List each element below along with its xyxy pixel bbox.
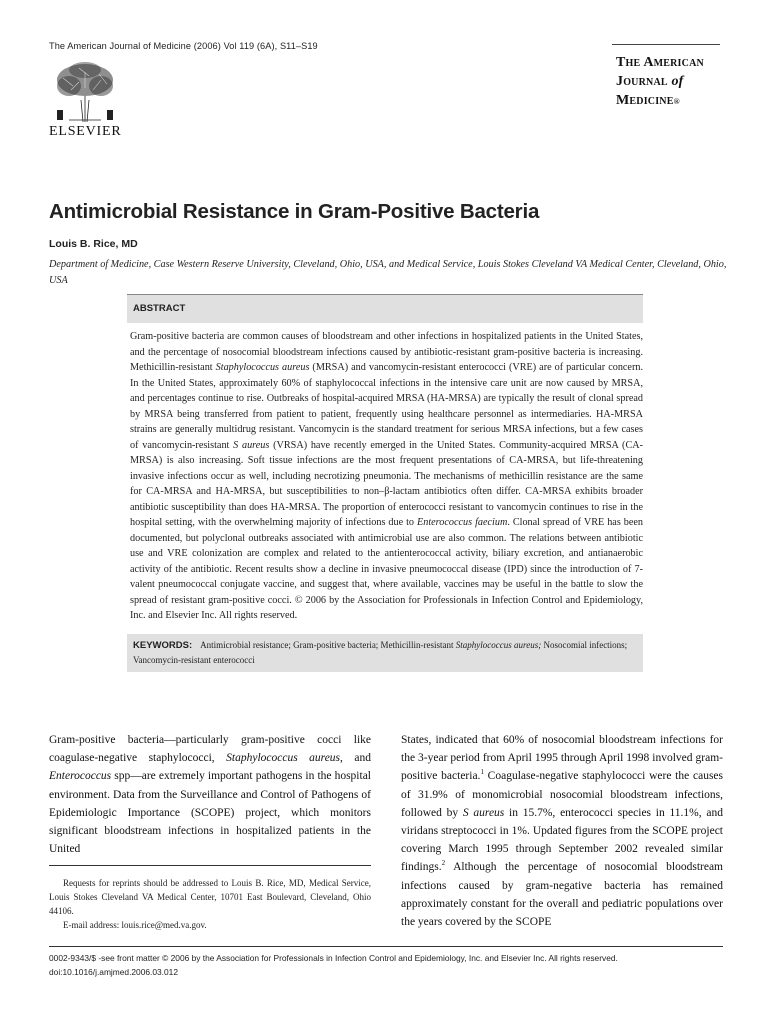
copyright-line: 0002-9343/$ -see front matter © 2006 by the Association for Professionals in Infection Control and Epidemiology, Inc. and Elsevier Inc. All rights reserved.: [49, 953, 618, 963]
footer-divider: [49, 946, 723, 947]
abstract-box: [127, 294, 643, 672]
article-author: Louis B. Rice, MD: [49, 238, 138, 250]
email-address[interactable]: E-mail address: louis.rice@med.va.gov.: [63, 920, 207, 930]
reference-2[interactable]: 2: [441, 859, 446, 868]
journal-logo-line3: Medicine: [616, 93, 674, 108]
reprint-request: Requests for reprints should be addressed to Louis B. Rice, MD, Medical Service, Louis Stokes Cleveland VA Medical Center, 10701 East Boulevard, Cleveland, Ohio 44106.: [49, 878, 371, 916]
doi-link[interactable]: doi:10.1016/j.amjmed.2006.03.012: [49, 966, 178, 977]
abstract-text: Gram-positive bacteria are common causes of bloodstream and other infections in hospitalized patients in the United States, and the percentage of nosocomial bloodstream infections caused by antibiotic-resistant gram-positive bacteria is increasing. Methicillin-resistant Staphylococcus aureus (MRSA) and vancomycin-resistant enterococci (VRE) are of particular concern. In the United States, approximately 60% of staphylococcal infections in the intensive care unit are now caused by MRSA, and percentages continue to rise. Outbreaks of hospital-acquired MRSA (HA-MRSA) are typically the result of clonal spread by MRSA being transferred from patient to patient, frequently using healthcare personnel as intermediaries. HA-MRSA strains are generally multidrug resistant. Vancomycin is the standard treatment for serious MRSA infections, but a few cases of vancomycin-resistant S aureus (VRSA) have recently emerged in the United States. Community-acquired MRSA (CA-MRSA) is also increasing. Soft tissue infections are the most frequent presentations of CA-MRSA, but life-threatening invasive infections occur as well, including necrotizing pneumonia. The mechanisms of methicillin resistance are the same for CA-MRSA and HA-MRSA, but susceptibilities to non–β-lactam antibiotics often differ. CA-MRSA exhibits broader antibiotic susceptibility than does HA-MRSA. The proportion of enterococci resistant to vancomycin continues to rise in the hospital setting, with the overwhelming majority of infections due to Enterococcus faecium. Clonal spread of VRE has been documented, but polyclonal outbreaks associated with antimicrobial use are also common. The relations between antibiotic use and VRE colonization are complex and related to the antienterococcal activity, biliary excretion, and antianaerobic activity of the antibiotic. Recent results show a decline in invasive pneumococcal disease (IPD) since the introduction of 7-valent pneumococcal conjugate vaccine, and suggest that, where available, vaccines may be useful in the battle to slow the spread of resistant gram-positive cocci. © 2006 by the Association for Professionals in Infection Control and Epidemiology, Inc. and Elsevier Inc. All rights reserved.: [130, 331, 643, 621]
publisher-logo-text: ELSEVIER: [49, 124, 122, 139]
author-affiliation: Department of Medicine, Case Western Reserve University, Cleveland, Ohio, USA, and Medical Service, Louis Stokes Cleveland VA Medical Center, Cleveland, Ohio, USA: [49, 259, 727, 286]
journal-citation: The American Journal of Medicine (2006) Vol 119 (6A), S11–S19: [49, 41, 318, 51]
body-column-right: States, indicated that 60% of nosocomial bloodstream infections for the 3-year period from April 1995 through April 1998 involved gram-positive bacteria.$^1$ Coagulase-negative staphylococci were the causes of 31.9% of monomicrobial nosocomial bloodstream infections, followed by S aureus in 15.7%, enterococci species in 11.1%, and viridans streptococci in 1%. Updated figures from the SCOPE project covering March 1995 through September 2002 revealed similar findings.$^2$ Although the percentage of nosocomial bloodstream infections caused by gram-negative bacteria has remained approximately constant for the overall and pediatric populations over the years covered by the SCOPE: [401, 734, 723, 929]
keywords-heading: KEYWORDS:: [133, 639, 193, 651]
keywords-text: Antimicrobial resistance; Gram-positive bacteria; Methicillin-resistant Staphylococcus aureus; Nosocomial infections; Vancomycin-resistant enterococci: [133, 639, 628, 665]
journal-logo: [616, 53, 704, 111]
article-title: Antimicrobial Resistance in Gram-Positive Bacteria: [49, 200, 540, 223]
page-footer: [49, 952, 618, 979]
body-column-left: Gram-positive bacteria—particularly gram-positive cocci like coagulase-negative staphylococci, Staphylococcus aureus, and Enterococcus spp—are extremely important pathogens in the hospital environment. Data from the Surveillance and Control of Pathogens of Epidemiologic Importance (SCOPE) project, which monitors significant bloodstream infections in hospitalized patients in the United: [49, 734, 371, 856]
journal-logo-line2: Journal: [616, 74, 668, 89]
journal-logo-rule: [612, 44, 720, 45]
reference-1[interactable]: 1: [480, 768, 484, 777]
registered-mark: ®: [673, 97, 680, 106]
footnote: [49, 876, 371, 932]
journal-logo-line1: The American: [616, 55, 704, 70]
abstract-heading: ABSTRACT: [127, 294, 643, 323]
elsevier-tree-logo-icon: [49, 60, 121, 124]
footnote-divider: [49, 865, 371, 866]
keywords-box: [127, 634, 643, 672]
journal-logo-of: of: [671, 74, 684, 89]
